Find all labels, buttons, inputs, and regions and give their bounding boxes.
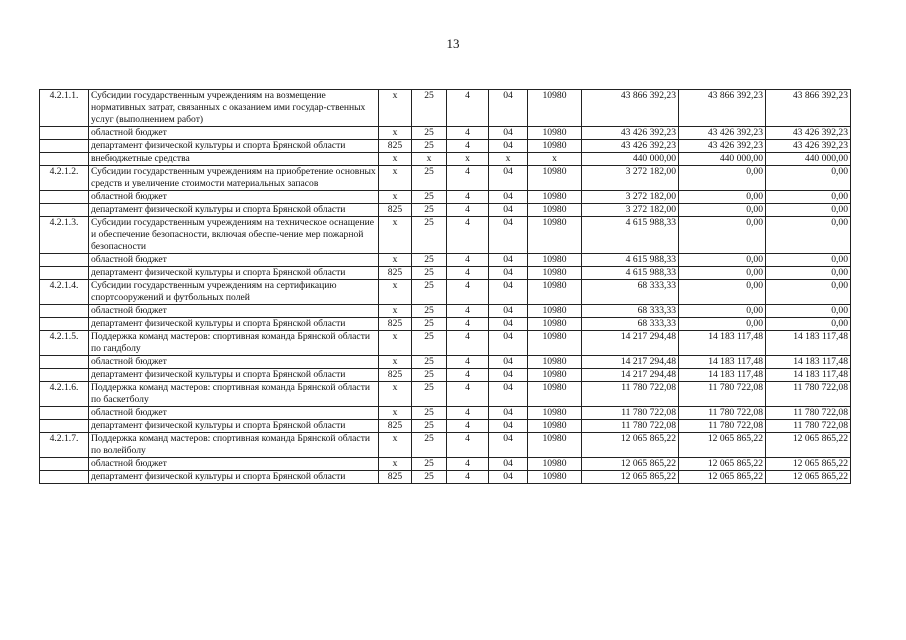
code-admin: х (379, 280, 412, 305)
code-admin: 825 (379, 204, 412, 217)
item-number (40, 204, 89, 217)
code-expense: 10980 (528, 90, 582, 127)
code-admin: 825 (379, 318, 412, 331)
item-number (40, 127, 89, 140)
item-number (40, 305, 89, 318)
amount-year-2: 43 426 392,23 (679, 140, 766, 153)
code-expense: 10980 (528, 217, 582, 254)
table-row (40, 267, 851, 280)
code-section: 25 (412, 369, 447, 382)
table-row (40, 280, 851, 305)
code-subsection: 4 (447, 382, 489, 407)
item-description: Субсидии государственным учреждениям на возмещение нормативных затрат, связанных с оказанием ими государ-ственных услуг (выполнением работ) (89, 90, 379, 127)
code-subsection: 4 (447, 407, 489, 420)
table-row (40, 191, 851, 204)
amount-year-3: 0,00 (766, 191, 851, 204)
code-admin: 825 (379, 267, 412, 280)
code-expense: 10980 (528, 254, 582, 267)
table-row (40, 127, 851, 140)
code-subsection: 4 (447, 140, 489, 153)
table-row (40, 471, 851, 484)
code-subsection: 4 (447, 267, 489, 280)
amount-year-1: 4 615 988,33 (582, 217, 679, 254)
amount-year-1: 11 780 722,08 (582, 407, 679, 420)
code-target: 04 (489, 140, 528, 153)
code-admin: х (379, 191, 412, 204)
item-description: внебюджетные средства (89, 153, 379, 166)
amount-year-1: 68 333,33 (582, 305, 679, 318)
amount-year-3: 0,00 (766, 305, 851, 318)
amount-year-2: 43 426 392,23 (679, 127, 766, 140)
code-target: 04 (489, 420, 528, 433)
code-expense: 10980 (528, 127, 582, 140)
amount-year-2: 14 183 117,48 (679, 356, 766, 369)
amount-year-3: 14 183 117,48 (766, 356, 851, 369)
code-expense: 10980 (528, 356, 582, 369)
item-number (40, 267, 89, 280)
amount-year-1: 43 426 392,23 (582, 127, 679, 140)
amount-year-1: 3 272 182,00 (582, 166, 679, 191)
code-admin: х (379, 217, 412, 254)
amount-year-2: 43 866 392,23 (679, 90, 766, 127)
code-subsection: 4 (447, 280, 489, 305)
amount-year-3: 12 065 865,22 (766, 458, 851, 471)
code-section: 25 (412, 191, 447, 204)
item-description: департамент физической культуры и спорта Брянской области (89, 140, 379, 153)
item-description: Субсидии государственным учреждениям на сертификацию спортсооружений и футбольных полей (89, 280, 379, 305)
code-expense: 10980 (528, 318, 582, 331)
item-description: Поддержка команд мастеров: спортивная команда Брянской области по баскетболу (89, 382, 379, 407)
code-expense: 10980 (528, 267, 582, 280)
item-description: областной бюджет (89, 407, 379, 420)
item-number (40, 140, 89, 153)
item-description: Субсидии государственным учреждениям на техническое оснащение и обеспечение безопасности, включая обеспе-чение мер пожарной безопасности (89, 217, 379, 254)
amount-year-3: 0,00 (766, 204, 851, 217)
code-expense: 10980 (528, 458, 582, 471)
item-number (40, 369, 89, 382)
code-expense: 10980 (528, 471, 582, 484)
code-admin: х (379, 166, 412, 191)
amount-year-3: 43 426 392,23 (766, 127, 851, 140)
item-number (40, 471, 89, 484)
code-target: 04 (489, 318, 528, 331)
code-expense: 10980 (528, 433, 582, 458)
code-section: 25 (412, 356, 447, 369)
amount-year-2: 0,00 (679, 267, 766, 280)
item-description: Поддержка команд мастеров: спортивная команда Брянской области по волейболу (89, 433, 379, 458)
table-row (40, 166, 851, 191)
budget-table (39, 89, 851, 484)
amount-year-2: 0,00 (679, 305, 766, 318)
amount-year-2: 11 780 722,08 (679, 420, 766, 433)
code-admin: х (379, 433, 412, 458)
amount-year-1: 3 272 182,00 (582, 204, 679, 217)
amount-year-2: 0,00 (679, 254, 766, 267)
amount-year-1: 11 780 722,08 (582, 382, 679, 407)
code-subsection: 4 (447, 90, 489, 127)
code-subsection: 4 (447, 420, 489, 433)
item-description: Поддержка команд мастеров: спортивная команда Брянской области по гандболу (89, 331, 379, 356)
item-number: 4.2.1.2. (40, 166, 89, 191)
code-subsection: 4 (447, 331, 489, 356)
item-number (40, 191, 89, 204)
code-section: 25 (412, 254, 447, 267)
amount-year-1: 14 217 294,48 (582, 369, 679, 382)
item-number (40, 153, 89, 166)
amount-year-2: 11 780 722,08 (679, 382, 766, 407)
code-admin: 825 (379, 369, 412, 382)
amount-year-1: 14 217 294,48 (582, 356, 679, 369)
code-section: 25 (412, 471, 447, 484)
item-number: 4.2.1.1. (40, 90, 89, 127)
amount-year-1: 4 615 988,33 (582, 254, 679, 267)
amount-year-1: 12 065 865,22 (582, 458, 679, 471)
code-target: 04 (489, 166, 528, 191)
code-admin: 825 (379, 471, 412, 484)
amount-year-2: 14 183 117,48 (679, 369, 766, 382)
code-admin: х (379, 90, 412, 127)
code-section: 25 (412, 217, 447, 254)
code-target: 04 (489, 90, 528, 127)
code-section: 25 (412, 280, 447, 305)
amount-year-1: 43 426 392,23 (582, 140, 679, 153)
code-admin: х (379, 305, 412, 318)
code-admin: 825 (379, 140, 412, 153)
code-expense: 10980 (528, 280, 582, 305)
amount-year-3: 43 866 392,23 (766, 90, 851, 127)
code-target: х (489, 153, 528, 166)
code-expense: 10980 (528, 382, 582, 407)
code-expense: 10980 (528, 140, 582, 153)
item-description: департамент физической культуры и спорта Брянской области (89, 267, 379, 280)
code-section: 25 (412, 318, 447, 331)
amount-year-1: 4 615 988,33 (582, 267, 679, 280)
code-target: 04 (489, 267, 528, 280)
code-subsection: 4 (447, 356, 489, 369)
code-target: 04 (489, 254, 528, 267)
item-description: областной бюджет (89, 127, 379, 140)
item-number (40, 407, 89, 420)
amount-year-1: 12 065 865,22 (582, 471, 679, 484)
code-admin: х (379, 356, 412, 369)
code-expense: 10980 (528, 305, 582, 318)
table-row (40, 318, 851, 331)
code-target: 04 (489, 331, 528, 356)
code-subsection: 4 (447, 166, 489, 191)
table-row (40, 90, 851, 127)
item-number (40, 356, 89, 369)
table-row (40, 433, 851, 458)
table-row (40, 382, 851, 407)
amount-year-3: 12 065 865,22 (766, 471, 851, 484)
item-description: областной бюджет (89, 356, 379, 369)
code-target: 04 (489, 127, 528, 140)
amount-year-3: 11 780 722,08 (766, 420, 851, 433)
code-admin: х (379, 127, 412, 140)
code-target: 04 (489, 356, 528, 369)
code-section: 25 (412, 140, 447, 153)
item-description: департамент физической культуры и спорта Брянской области (89, 420, 379, 433)
item-number (40, 458, 89, 471)
item-number (40, 254, 89, 267)
code-subsection: 4 (447, 458, 489, 471)
item-number: 4.2.1.6. (40, 382, 89, 407)
table-row (40, 407, 851, 420)
code-target: 04 (489, 217, 528, 254)
item-description: областной бюджет (89, 458, 379, 471)
amount-year-3: 14 183 117,48 (766, 369, 851, 382)
amount-year-1: 68 333,33 (582, 280, 679, 305)
amount-year-2: 14 183 117,48 (679, 331, 766, 356)
amount-year-3: 12 065 865,22 (766, 433, 851, 458)
code-subsection: х (447, 153, 489, 166)
item-number (40, 318, 89, 331)
code-expense: х (528, 153, 582, 166)
amount-year-2: 12 065 865,22 (679, 433, 766, 458)
amount-year-1: 3 272 182,00 (582, 191, 679, 204)
code-section: 25 (412, 204, 447, 217)
amount-year-2: 11 780 722,08 (679, 407, 766, 420)
item-description: Субсидии государственным учреждениям на приобретение основных средств и увеличение стоимости материальных запасов (89, 166, 379, 191)
code-subsection: 4 (447, 204, 489, 217)
amount-year-3: 440 000,00 (766, 153, 851, 166)
code-section: 25 (412, 420, 447, 433)
item-description: департамент физической культуры и спорта Брянской области (89, 369, 379, 382)
item-description: областной бюджет (89, 191, 379, 204)
amount-year-2: 0,00 (679, 280, 766, 305)
item-description: департамент физической культуры и спорта Брянской области (89, 318, 379, 331)
amount-year-1: 68 333,33 (582, 318, 679, 331)
item-description: областной бюджет (89, 254, 379, 267)
code-subsection: 4 (447, 127, 489, 140)
table-row (40, 420, 851, 433)
code-admin: х (379, 331, 412, 356)
code-subsection: 4 (447, 433, 489, 458)
table-row (40, 254, 851, 267)
code-admin: х (379, 382, 412, 407)
code-target: 04 (489, 382, 528, 407)
code-target: 04 (489, 369, 528, 382)
code-subsection: 4 (447, 191, 489, 204)
amount-year-1: 12 065 865,22 (582, 433, 679, 458)
code-subsection: 4 (447, 305, 489, 318)
amount-year-3: 11 780 722,08 (766, 407, 851, 420)
amount-year-3: 0,00 (766, 217, 851, 254)
item-number: 4.2.1.4. (40, 280, 89, 305)
code-expense: 10980 (528, 369, 582, 382)
code-expense: 10980 (528, 420, 582, 433)
item-number: 4.2.1.7. (40, 433, 89, 458)
amount-year-2: 0,00 (679, 204, 766, 217)
code-section: 25 (412, 267, 447, 280)
code-target: 04 (489, 433, 528, 458)
amount-year-1: 440 000,00 (582, 153, 679, 166)
code-section: 25 (412, 166, 447, 191)
table-row (40, 305, 851, 318)
code-subsection: 4 (447, 318, 489, 331)
code-admin: х (379, 458, 412, 471)
amount-year-2: 12 065 865,22 (679, 471, 766, 484)
code-section: 25 (412, 90, 447, 127)
amount-year-2: 0,00 (679, 166, 766, 191)
amount-year-2: 0,00 (679, 217, 766, 254)
amount-year-3: 0,00 (766, 267, 851, 280)
item-number: 4.2.1.3. (40, 217, 89, 254)
amount-year-3: 43 426 392,23 (766, 140, 851, 153)
code-section: 25 (412, 305, 447, 318)
amount-year-3: 11 780 722,08 (766, 382, 851, 407)
amount-year-2: 12 065 865,22 (679, 458, 766, 471)
table-row (40, 331, 851, 356)
table-row (40, 458, 851, 471)
table-row (40, 369, 851, 382)
code-expense: 10980 (528, 407, 582, 420)
code-admin: х (379, 254, 412, 267)
code-target: 04 (489, 305, 528, 318)
code-target: 04 (489, 407, 528, 420)
code-subsection: 4 (447, 471, 489, 484)
item-description: областной бюджет (89, 305, 379, 318)
code-section: 25 (412, 458, 447, 471)
code-target: 04 (489, 458, 528, 471)
item-description: департамент физической культуры и спорта Брянской области (89, 204, 379, 217)
amount-year-2: 440 000,00 (679, 153, 766, 166)
table-row (40, 204, 851, 217)
table-row (40, 356, 851, 369)
amount-year-1: 11 780 722,08 (582, 420, 679, 433)
code-target: 04 (489, 280, 528, 305)
code-admin: х (379, 153, 412, 166)
amount-year-3: 14 183 117,48 (766, 331, 851, 356)
amount-year-1: 14 217 294,48 (582, 331, 679, 356)
code-section: 25 (412, 331, 447, 356)
amount-year-3: 0,00 (766, 318, 851, 331)
code-expense: 10980 (528, 191, 582, 204)
code-admin: х (379, 407, 412, 420)
code-section: 25 (412, 127, 447, 140)
code-subsection: 4 (447, 369, 489, 382)
code-subsection: 4 (447, 217, 489, 254)
code-section: 25 (412, 433, 447, 458)
amount-year-2: 0,00 (679, 191, 766, 204)
amount-year-3: 0,00 (766, 280, 851, 305)
item-description: департамент физической культуры и спорта Брянской области (89, 471, 379, 484)
code-section: 25 (412, 407, 447, 420)
item-number: 4.2.1.5. (40, 331, 89, 356)
code-target: 04 (489, 191, 528, 204)
code-admin: 825 (379, 420, 412, 433)
page-number: 13 (446, 36, 460, 51)
amount-year-1: 43 866 392,23 (582, 90, 679, 127)
code-expense: 10980 (528, 204, 582, 217)
code-target: 04 (489, 204, 528, 217)
table-row (40, 153, 851, 166)
table-row (40, 140, 851, 153)
code-section: х (412, 153, 447, 166)
code-expense: 10980 (528, 166, 582, 191)
table-row (40, 217, 851, 254)
amount-year-2: 0,00 (679, 318, 766, 331)
code-target: 04 (489, 471, 528, 484)
code-expense: 10980 (528, 331, 582, 356)
amount-year-3: 0,00 (766, 166, 851, 191)
amount-year-3: 0,00 (766, 254, 851, 267)
code-section: 25 (412, 382, 447, 407)
budget-table-body (40, 90, 851, 484)
code-subsection: 4 (447, 254, 489, 267)
item-number (40, 420, 89, 433)
